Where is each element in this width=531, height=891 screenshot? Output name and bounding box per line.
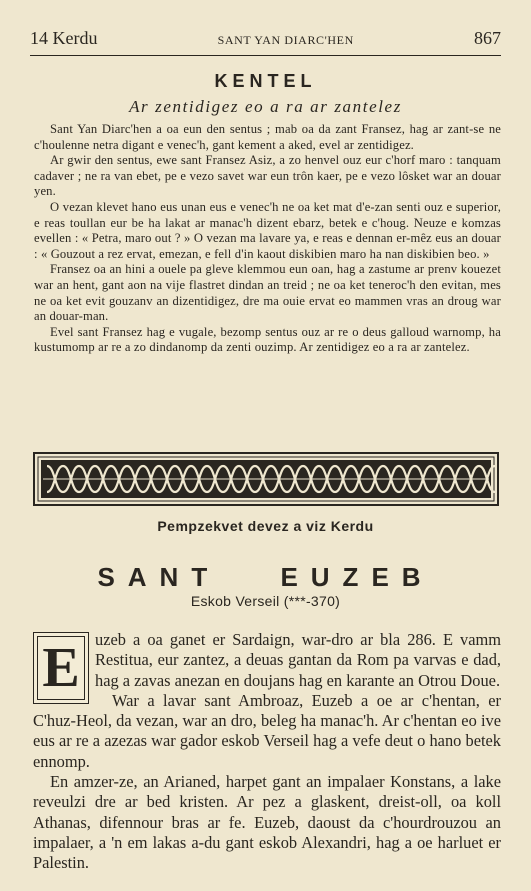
first-paragraph-text: uzeb a oa ganet er Sardaign, war-dro ar bla 286. E vamm Restitua, eur zantez, a deuas gantan da Rom pa varvas e dad, hag a zavas anezan en doujans hag en karante an Otrou Doue. <box>95 630 501 690</box>
date-heading: Pempzekvet devez a viz Kerdu <box>157 518 374 534</box>
page-number: 867 <box>473 28 501 48</box>
biography-paragraph <box>33 630 501 699</box>
biography-paragraph: War a lavar sant Ambroaz, Euzeb a oe ar c'hentan, er C'huz-Heol, da vezan, war an dro, beleg ha manac'h. Ar c'hentan eo ive eus ar re a azezas war gador eskob Verseil hag a vefe deut o hano betek ennomp. <box>33 690 501 771</box>
lesson-paragraph: Fransez oa an hini a ouele pa gleve klemmou eun oan, hag a zastume ar prenv kouezet war an hent, gant aon na vije flastret dindan an treid ; ne oa ket teneroc'h den evitan, mes ne oa ket evit gouzanv an dizentidigez, dre ma ouie ervat eo mammen vras an droug war an douar-man. <box>34 262 501 324</box>
lesson-heading: KENTEL <box>214 71 317 91</box>
lesson-paragraph: Sant Yan Diarc'hen a oa eun den sentus ; mab oa da zant Fransez, hag ar zant-se ne c'houlenne netra digant e venec'h, gant kement a aked, evel ar zentidigez. <box>34 122 501 152</box>
running-title: SANT YAN DIARC'HEN <box>217 33 354 47</box>
saint-title: SANT EUZEB <box>97 562 434 592</box>
header-rule <box>30 55 501 56</box>
lesson-text <box>34 122 501 356</box>
lesson-paragraph: Evel sant Fransez hag e vugale, bezomp sentus ouz ar re o deus galloud warnomp, ha kustumomp ar re a zo dindanomp da zenti ouzimp. Ar zentidigez eo a ra ar zantelez. <box>34 324 501 355</box>
lesson-paragraph: Ar gwir den sentus, ewe sant Fransez Asiz, a zo henvel ouz eur c'horf maro : tanquam cadaver ; ne ra van ebet, pe e vezo savet war eun trôn kaer, pe e vezo lôsket war an douar yen. <box>34 153 501 199</box>
biography-paragraph: En amzer-ze, an Arianed, harpet gant an impalaer Konstans, a lake reveulzi dre ar bed kristen. Ar pez a glaskent, dreist-oll, oa koll Athanas, difennour bras ar fe. Euzeb, daoust da c'hourdrouzou an impalaer, a 'n em lakas a-du gant eskob Alexandri, hag a oe harluet er Palestin. <box>33 772 501 873</box>
drop-cap-letter: E <box>42 637 80 699</box>
lesson-subtitle: Ar zentidigez eo a ra ar zantelez <box>129 97 402 116</box>
saint-subtitle: Eskob Verseil (***-370) <box>190 593 341 609</box>
page-header <box>30 28 501 54</box>
lesson-paragraph: O vezan klevet hano eus unan eus e venec'h ne oa ket mat d'e-zan senti ouz e superior, e reas toullan eur be ha lakat ar manac'h dizent ebarz, betek e c'houg. Neuze e komzas evellen : « Petra, maro out ? » O vezan ma lavare ya, e reas e dennan er-mêz eus an douar : « Gouzout a rez ervat, emezan, e fell d'in kaout diskibien maro ha nan diskibien beo. » <box>34 199 501 261</box>
drop-cap <box>33 632 89 704</box>
saint-biography <box>33 630 501 874</box>
ornamental-border-band <box>33 452 499 506</box>
chapter-label: 14 Kerdu <box>30 28 98 48</box>
